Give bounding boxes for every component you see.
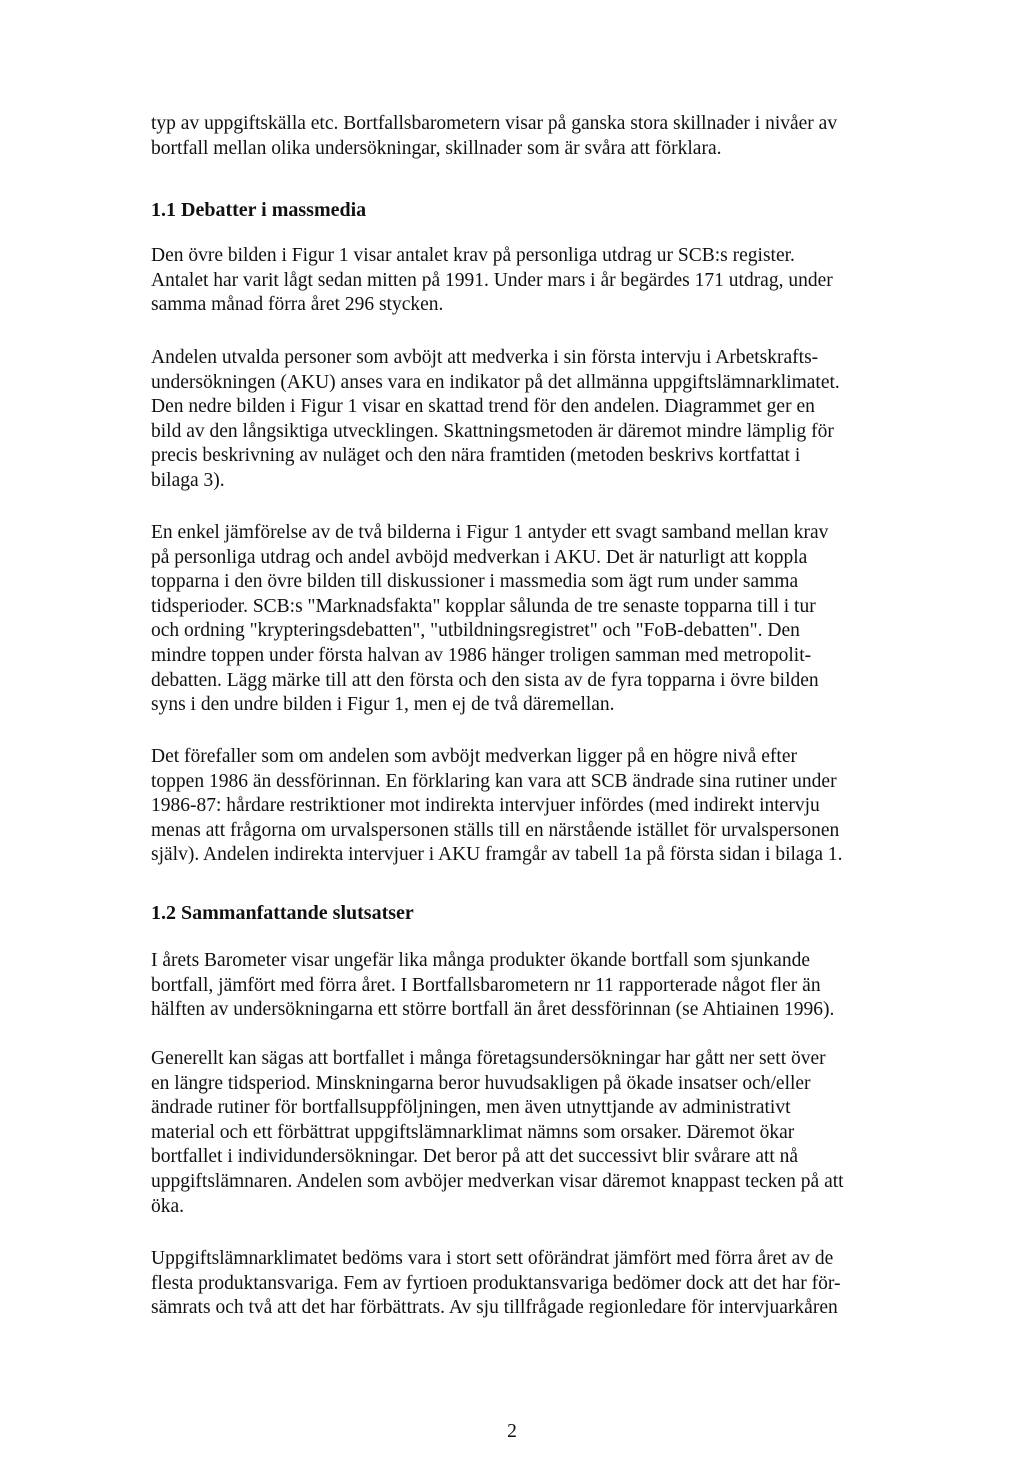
text-line: hälften av undersökningarna ett större bortfall än året dessförinnan (se Ahtiainen 1996). [151, 999, 835, 1021]
text-line: bilaga 3). [151, 469, 225, 491]
text-line: en längre tidsperiod. Minskningarna beror huvudsakligen på ökade insatser och/eller [151, 1072, 811, 1094]
paragraph [151, 745, 931, 868]
text-line: typ av uppgiftskälla etc. Bortfallsbarometern visar på ganska stora skillnader i nivåer av [151, 113, 838, 134]
text-line: sämrats och två att det har förbättrats. Av sju tillfrågade regionledare för intervjuarkåren [151, 1297, 838, 1319]
text-line: toppen 1986 än dessförinnan. En förklaring kan vara att SCB ändrade sina rutiner under [151, 770, 837, 792]
text-line: Generellt kan sägas att bortfallet i många företagsundersökningar har gått ner sett över [151, 1048, 826, 1069]
text-line: Antalet har varit lågt sedan mitten på 1991. Under mars i år begärdes 171 utdrag, under [151, 269, 833, 291]
intro-paragraph [151, 112, 931, 161]
text-line: topparna i den övre bilden till diskussioner i massmedia som ägt rum under samma [151, 571, 799, 593]
text-line: på personliga utdrag och andel avböjd medverkan i AKU. Det är naturligt att koppla [151, 546, 808, 568]
text-line: samma månad förra året 296 stycken. [151, 294, 444, 316]
text-line: precis beskrivning av nuläget och den nära framtiden (metoden beskrivs kortfattat i [151, 445, 801, 467]
text-line: bortfall mellan olika undersökningar, skillnader som är svåra att förklara. [151, 137, 722, 159]
text-line: undersökningen (AKU) anses vara en indikator på det allmänna uppgiftslämnarklimatet. [151, 371, 840, 393]
text-line: bild av den långsiktiga utvecklingen. Skattningsmetoden är däremot mindre lämplig för [151, 420, 834, 442]
text-line: tidsperioder. SCB:s "Marknadsfakta" kopplar sålunda de tre senaste topparna till i tur [151, 595, 816, 617]
text-line: material och ett förbättrat uppgiftslämnarklimat nämns som orsaker. Däremot ökar [151, 1121, 795, 1143]
section-heading-debatter: 1.1 Debatter i massmedia [151, 199, 367, 221]
text-line: Den övre bilden i Figur 1 visar antalet krav på personliga utdrag ur SCB:s register. [151, 245, 795, 266]
text-line: Uppgiftslämnarklimatet bedöms vara i stort sett oförändrat jämfört med förra året av de [151, 1248, 834, 1269]
page-number: 2 [507, 1421, 517, 1442]
text-line: flesta produktansvariga. Fem av fyrtioen produktansvariga bedömer dock att det har för- [151, 1272, 841, 1294]
text-line: Det förefaller som om andelen som avböjt medverkan ligger på en högre nivå efter [151, 746, 797, 767]
text-line: och ordning "krypteringsdebatten", "utbildningsregistret" och "FoB-debatten". Den [151, 620, 800, 642]
text-line: mindre toppen under första halvan av 1986 hänger troligen samman med metropolit- [151, 644, 812, 666]
text-line: menas att frågorna om urvalspersonen ställs till en närstående istället för urvalspersonen [151, 819, 840, 841]
text-line: 1986-87: hårdare restriktioner mot indirekta intervjuer infördes (med indirekt intervju [151, 795, 820, 817]
text-line: Andelen utvalda personer som avböjt att medverka i sin första intervju i Arbetskrafts- [151, 347, 819, 368]
paragraph [151, 346, 931, 494]
text-line: debatten. Lägg märke till att den första och den sista av de fyra topparna i övre bilden [151, 669, 819, 691]
paragraph [151, 244, 931, 318]
paragraph [151, 521, 931, 718]
paragraph [151, 949, 931, 1023]
text-line: öka. [151, 1195, 185, 1217]
text-line: syns i den undre bilden i Figur 1, men ej de två däremellan. [151, 694, 615, 716]
text-line: uppgiftslämnaren. Andelen som avböjer medverkan visar däremot knappast tecken på att [151, 1170, 844, 1192]
text-line: ändrade rutiner för bortfallsuppföljningen, men även utnyttjande av administrativt [151, 1097, 791, 1119]
paragraph [151, 1247, 931, 1321]
text-line: Den nedre bilden i Figur 1 visar en skattad trend för den andelen. Diagrammet ger en [151, 396, 815, 418]
section-heading-slutsatser: 1.2 Sammanfattande slutsatser [151, 902, 414, 924]
text-line: bortfall, jämfört med förra året. I Bortfallsbarometern nr 11 rapporterade något fler än [151, 974, 821, 996]
paragraph [151, 1047, 931, 1219]
text-line: själv). Andelen indirekta intervjuer i AKU framgår av tabell 1a på första sidan i bilaga 1. [151, 844, 843, 866]
text-line: I årets Barometer visar ungefär lika många produkter ökande bortfall som sjunkande [151, 950, 810, 971]
text-line: En enkel jämförelse av de två bilderna i Figur 1 antyder ett svagt samband mellan krav [151, 522, 829, 543]
text-line: bortfallet i individundersökningar. Det beror på att det successivt blir svårare att nå [151, 1146, 799, 1168]
